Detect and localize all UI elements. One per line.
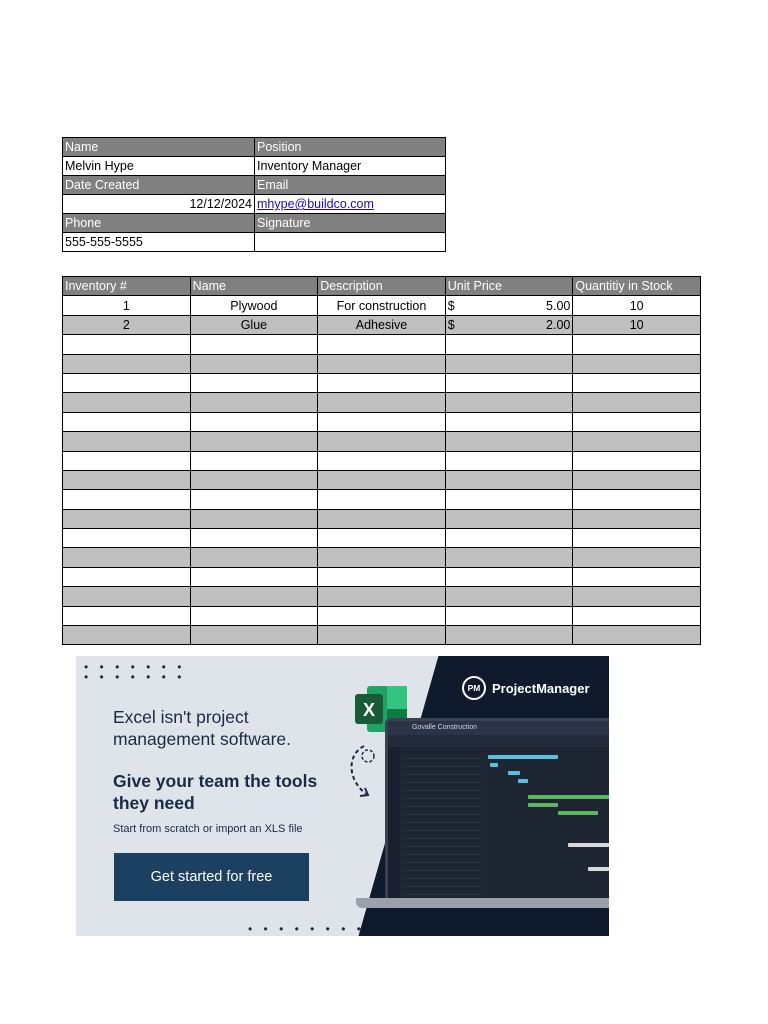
empty-cell[interactable] [445,412,573,431]
task-list [402,751,482,903]
empty-cell[interactable] [318,393,446,412]
table-row [63,296,701,315]
empty-cell[interactable] [573,354,701,373]
date-created-value[interactable]: 12/12/2024 [63,195,255,214]
empty-cell[interactable] [318,626,446,645]
empty-cell[interactable] [63,393,191,412]
table-row [63,548,701,567]
gantt-bar [558,811,598,815]
empty-cell[interactable] [445,373,573,392]
inventory-header-row [63,277,701,296]
empty-cell[interactable] [445,509,573,528]
header-name: Name [190,277,318,296]
empty-cell[interactable] [63,432,191,451]
empty-cell[interactable] [445,354,573,373]
empty-cell[interactable] [63,548,191,567]
price-value: 5.00 [546,298,571,313]
inventory-table [62,276,701,645]
item-name-cell[interactable]: Plywood [190,296,318,315]
empty-cell[interactable] [445,567,573,586]
quantity-cell[interactable]: 10 [573,315,701,334]
empty-cell[interactable] [445,335,573,354]
email-cell[interactable] [255,195,446,214]
empty-cell[interactable] [63,587,191,606]
app-screenshot-laptop [385,718,609,904]
empty-cell[interactable] [573,432,701,451]
empty-cell[interactable] [190,393,318,412]
projectmanager-logo[interactable] [462,676,590,700]
empty-cell[interactable] [573,490,701,509]
empty-cell[interactable] [573,373,701,392]
currency-symbol: $ [447,298,455,313]
table-row [63,373,701,392]
empty-cell[interactable] [190,529,318,548]
empty-cell[interactable] [318,548,446,567]
empty-cell[interactable] [318,432,446,451]
empty-cell[interactable] [318,567,446,586]
empty-cell[interactable] [573,393,701,412]
laptop-base [356,898,609,908]
empty-cell[interactable] [573,335,701,354]
empty-cell[interactable] [190,451,318,470]
empty-cell[interactable] [573,567,701,586]
gantt-bar [568,843,609,847]
description-cell[interactable]: For construction [318,296,446,315]
empty-cell[interactable] [190,567,318,586]
empty-cell[interactable] [318,373,446,392]
empty-cell[interactable] [190,587,318,606]
empty-cell[interactable] [318,412,446,431]
projectmanager-ad-banner[interactable] [76,656,609,936]
curved-arrow-icon [344,742,380,802]
header-description: Description [318,277,446,296]
empty-cell[interactable] [318,335,446,354]
empty-cell[interactable] [318,470,446,489]
table-row [63,567,701,586]
empty-cell[interactable] [318,587,446,606]
table-row [63,626,701,645]
empty-cell[interactable] [445,529,573,548]
gantt-bar [508,771,520,775]
empty-cell[interactable] [573,587,701,606]
gantt-bar [528,803,558,807]
date-created-label: Date Created [63,176,255,195]
ad-subtext: Start from scratch or import an XLS file [113,823,303,835]
currency-symbol: $ [447,317,455,332]
name-label: Name [63,138,255,157]
signature-value[interactable] [255,233,446,252]
empty-cell[interactable] [573,470,701,489]
table-row [63,490,701,509]
phone-label: Phone [63,214,255,233]
empty-cell[interactable] [445,490,573,509]
table-row [63,315,701,334]
empty-cell[interactable] [190,470,318,489]
empty-cell[interactable] [63,567,191,586]
empty-cell[interactable] [190,490,318,509]
header-unit-price: Unit Price [445,277,573,296]
email-link[interactable]: mhype@buildco.com [257,197,374,211]
app-sidebar [388,747,400,901]
price-value: 2.00 [546,317,571,332]
empty-cell[interactable] [190,606,318,625]
empty-cell[interactable] [573,451,701,470]
empty-cell[interactable] [190,373,318,392]
empty-cell[interactable] [63,626,191,645]
empty-cell[interactable] [573,626,701,645]
empty-cell[interactable] [318,490,446,509]
empty-cell[interactable] [445,606,573,625]
empty-cell[interactable] [190,432,318,451]
empty-cell[interactable] [63,470,191,489]
employee-info-table [62,137,446,252]
app-toolbar [388,735,609,747]
empty-cell[interactable] [573,509,701,528]
empty-cell[interactable] [318,451,446,470]
item-name-cell[interactable]: Glue [190,315,318,334]
name-value[interactable]: Melvin Hype [63,157,255,176]
empty-cell[interactable] [573,529,701,548]
empty-cell[interactable] [318,354,446,373]
table-row [63,470,701,489]
table-row [63,432,701,451]
phone-value[interactable]: 555-555-5555 [63,233,255,252]
gantt-bar [528,795,609,799]
empty-cell[interactable] [445,587,573,606]
empty-cell[interactable] [573,412,701,431]
empty-cell[interactable] [63,412,191,431]
gantt-bar [490,763,498,767]
position-label: Position [255,138,446,157]
ad-headline: Excel isn't project management software. [113,707,292,749]
empty-cell[interactable] [63,490,191,509]
description-cell[interactable]: Adhesive [318,315,446,334]
table-row [63,335,701,354]
brand-name: ProjectManager [492,680,590,696]
empty-cell[interactable] [190,335,318,354]
app-titlebar: Govalle Construction [388,721,609,735]
empty-cell[interactable] [63,335,191,354]
header-quantity: Quantitiy in Stock [573,277,701,296]
gantt-bar [488,755,558,759]
empty-cell[interactable] [318,509,446,528]
quantity-cell[interactable]: 10 [573,296,701,315]
table-row [63,393,701,412]
ad-headline-bold: Give your team the tools they need [113,771,318,813]
empty-cell[interactable] [445,626,573,645]
signature-label: Signature [255,214,446,233]
unit-price-cell[interactable] [445,296,573,315]
position-value[interactable]: Inventory Manager [255,157,446,176]
empty-cell[interactable] [190,509,318,528]
empty-cell[interactable] [445,470,573,489]
dot-pattern-decoration: • • • • • • • • • • • • • • [84,660,186,684]
empty-cell[interactable] [445,432,573,451]
empty-cell[interactable] [573,548,701,567]
get-started-button[interactable]: Get started for free [114,853,309,901]
empty-cell[interactable] [63,606,191,625]
table-row [63,606,701,625]
table-row [63,587,701,606]
empty-cell[interactable] [190,548,318,567]
empty-cell[interactable] [318,606,446,625]
empty-cell[interactable] [445,451,573,470]
empty-cell[interactable] [445,548,573,567]
empty-cell[interactable] [63,354,191,373]
empty-cell[interactable] [63,373,191,392]
table-row [63,412,701,431]
empty-cell[interactable] [63,529,191,548]
empty-cell[interactable] [445,393,573,412]
svg-text:X: X [362,700,376,720]
inventory-number-cell[interactable]: 1 [63,296,191,315]
empty-cell[interactable] [63,509,191,528]
gantt-bar [518,779,528,783]
empty-cell[interactable] [190,412,318,431]
email-label: Email [255,176,446,195]
empty-cell[interactable] [190,354,318,373]
unit-price-cell[interactable] [445,315,573,334]
pm-badge-icon: PM [462,676,486,700]
table-row [63,451,701,470]
empty-cell[interactable] [573,606,701,625]
empty-cell[interactable] [190,626,318,645]
table-row [63,354,701,373]
table-row [63,509,701,528]
table-row [63,529,701,548]
gantt-bar [588,867,609,871]
inventory-number-cell[interactable]: 2 [63,315,191,334]
header-inventory-number: Inventory # [63,277,191,296]
dot-pattern-decoration: • • • • • • • • [248,922,365,936]
empty-cell[interactable] [318,529,446,548]
empty-cell[interactable] [63,451,191,470]
